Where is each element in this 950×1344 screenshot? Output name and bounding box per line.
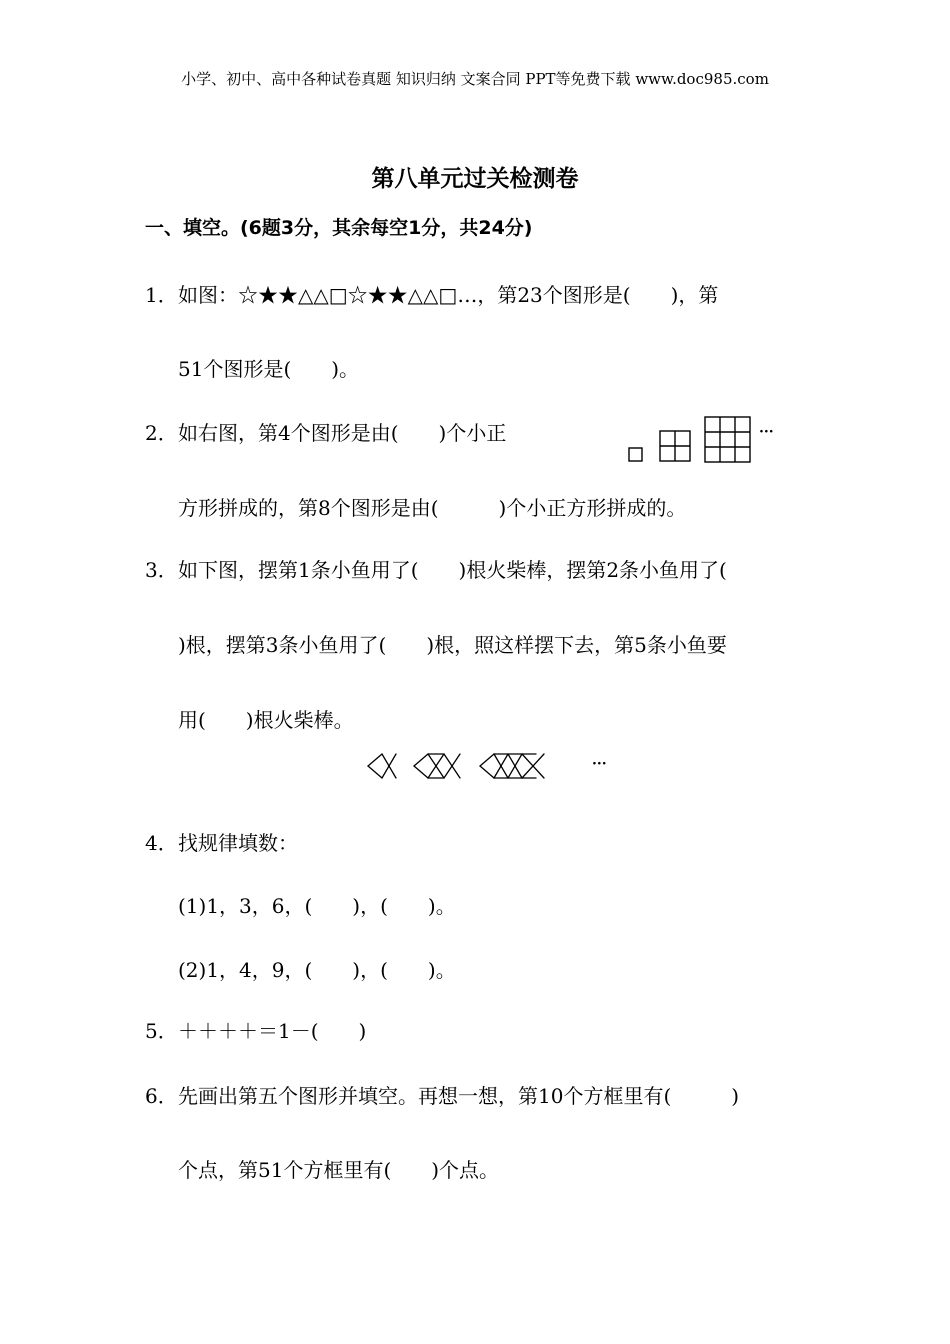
q4-line1: 找规律填数： [178,831,298,855]
fish-1 [368,754,396,778]
q2-line1: 如右图，第4个图形是由( )个小正 [178,421,507,445]
q6-line2: 个点，第51个方框里有( )个点。 [178,1158,500,1182]
q3-line2: )根，摆第3条小鱼用了( )根，照这样摆下去，第5条小鱼要 [178,633,727,657]
q2-line2: 方形拼成的，第8个图形是由( )个小正方形拼成的。 [178,496,687,520]
figure-2-grid [660,431,690,461]
page-header: 小学、初中、高中各种试卷真题 知识归纳 文案合同 PPT等免费下载 www.doc985.com [181,70,769,88]
q4-sub1: (1)1，3，6，( )，( )。 [178,894,456,918]
square-growth-figure [625,414,785,466]
q3-figure-ellipsis: ··· [592,756,607,772]
q4-number: 4． [145,831,178,855]
q3-line1: 如下图，摆第1条小鱼用了( )根火柴棒，摆第2条小鱼用了( [178,558,727,582]
q3-line3: 用( )根火柴棒。 [178,708,354,732]
q3-number: 3． [145,558,178,582]
matchstick-fish-figure [366,750,556,784]
q2-figure-ellipsis: ··· [759,424,774,440]
section-1-heading: 一、填空。(6题3分，其余每空1分，共24分) [145,217,533,239]
q2-number: 2． [145,421,178,445]
q1-line2: 51个图形是( )。 [178,357,360,381]
page-title: 第八单元过关检测卷 [371,166,579,192]
q5-number: 5． [145,1019,178,1043]
fish-2 [414,754,460,778]
figure-3-grid [705,417,750,462]
fish-3 [480,754,544,778]
q1-line1: 如图：☆★★△△□☆★★△△□…，第23个图形是( )，第 [178,283,719,307]
q6-number: 6． [145,1084,178,1108]
q4-sub2: (2)1，4，9，( )，( )。 [178,958,456,982]
q5-line1: ＋＋＋＋＝1－( ) [178,1019,367,1043]
q1-number: 1． [145,283,178,307]
q6-line1: 先画出第五个图形并填空。再想一想，第10个方框里有( ) [178,1084,740,1108]
figure-1-square [629,448,642,461]
